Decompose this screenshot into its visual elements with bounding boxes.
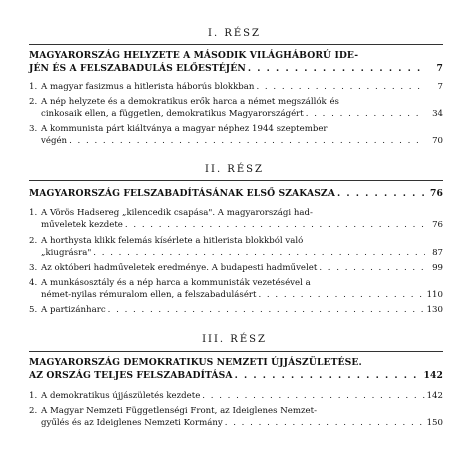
page-number: 87	[432, 248, 443, 258]
page-number: 142	[426, 391, 443, 401]
section-title: MAGYARORSZÁG DEMOKRATIKUS NEMZETI ÚJJÁSZÜLETÉSE. AZ ORSZÁG TELJES FELSZABADÍTÁSA . . . 142	[29, 356, 443, 382]
page-number: 76	[430, 188, 443, 199]
part-heading: II. RÉSZ	[205, 164, 264, 175]
list-item[interactable]: 2. A horthysta klikk felemás kísérlete a hitlerista blokkból való „kiugrásra" . . . 87	[29, 235, 443, 259]
list-item[interactable]: 2. A Magyar Nemzeti Függetlenségi Front, az Ideiglenes Nemzet- gyűlés és az Ideiglenes Nemzeti Kormány . . . 150	[29, 405, 443, 429]
list-item[interactable]: 2. A nép helyzete és a demokratikus erők harca a német megszállók és cinkosaik ellen, a független, demokratikus Magyarországért . . . 34	[29, 96, 443, 120]
page-number: 7	[437, 82, 443, 92]
section-title: MAGYARORSZÁG FELSZABADÍTÁSÁNAK ELSŐ SZAKASZA . . . 76	[29, 187, 443, 200]
part-heading: I. RÉSZ	[208, 28, 261, 39]
page-number: 142	[423, 370, 443, 381]
list-item[interactable]: 3. Az októberi hadműveletek eredménye. A budapesti hadművelet . . . 99	[29, 262, 443, 274]
list-item[interactable]: 1. A Vörös Hadsereg „kilencedik csapása". A magyarországi had- műveletek kezdete . . . 76	[29, 207, 443, 231]
page-number: 76	[432, 220, 443, 230]
list-item[interactable]: 5. A partizánharc . . . 130	[29, 304, 443, 316]
page-number: 70	[432, 136, 443, 146]
page-number: 110	[426, 290, 443, 300]
page-number: 7	[436, 63, 443, 74]
page-number: 130	[426, 305, 443, 315]
divider	[29, 351, 443, 352]
section-title: MAGYARORSZÁG HELYZETE A MÁSODIK VILÁGHÁBORÚ IDE- JÉN ÉS A FELSZABADULÁS ELŐESTÉJÉN . . . 7	[29, 49, 443, 75]
page-number: 150	[426, 418, 443, 428]
page-number: 34	[432, 109, 443, 119]
divider	[29, 44, 443, 45]
list-item[interactable]: 4. A munkásosztály és a nép harca a kommunisták vezetésével a német-nyilas rémuralom ellen, a felszabadulásért . . . 110	[29, 277, 443, 301]
part-heading: III. RÉSZ	[202, 334, 267, 345]
list-item[interactable]: 1. A magyar fasizmus a hitlerista háborús blokkban . . . 7	[29, 81, 443, 93]
divider	[29, 180, 443, 181]
list-item[interactable]: 3. A kommunista párt kiáltványa a magyar néphez 1944 szeptember végén . . . 70	[29, 123, 443, 147]
list-item[interactable]: 1. A demokratikus újjászületés kezdete . . . 142	[29, 390, 443, 402]
page-number: 99	[432, 263, 443, 273]
